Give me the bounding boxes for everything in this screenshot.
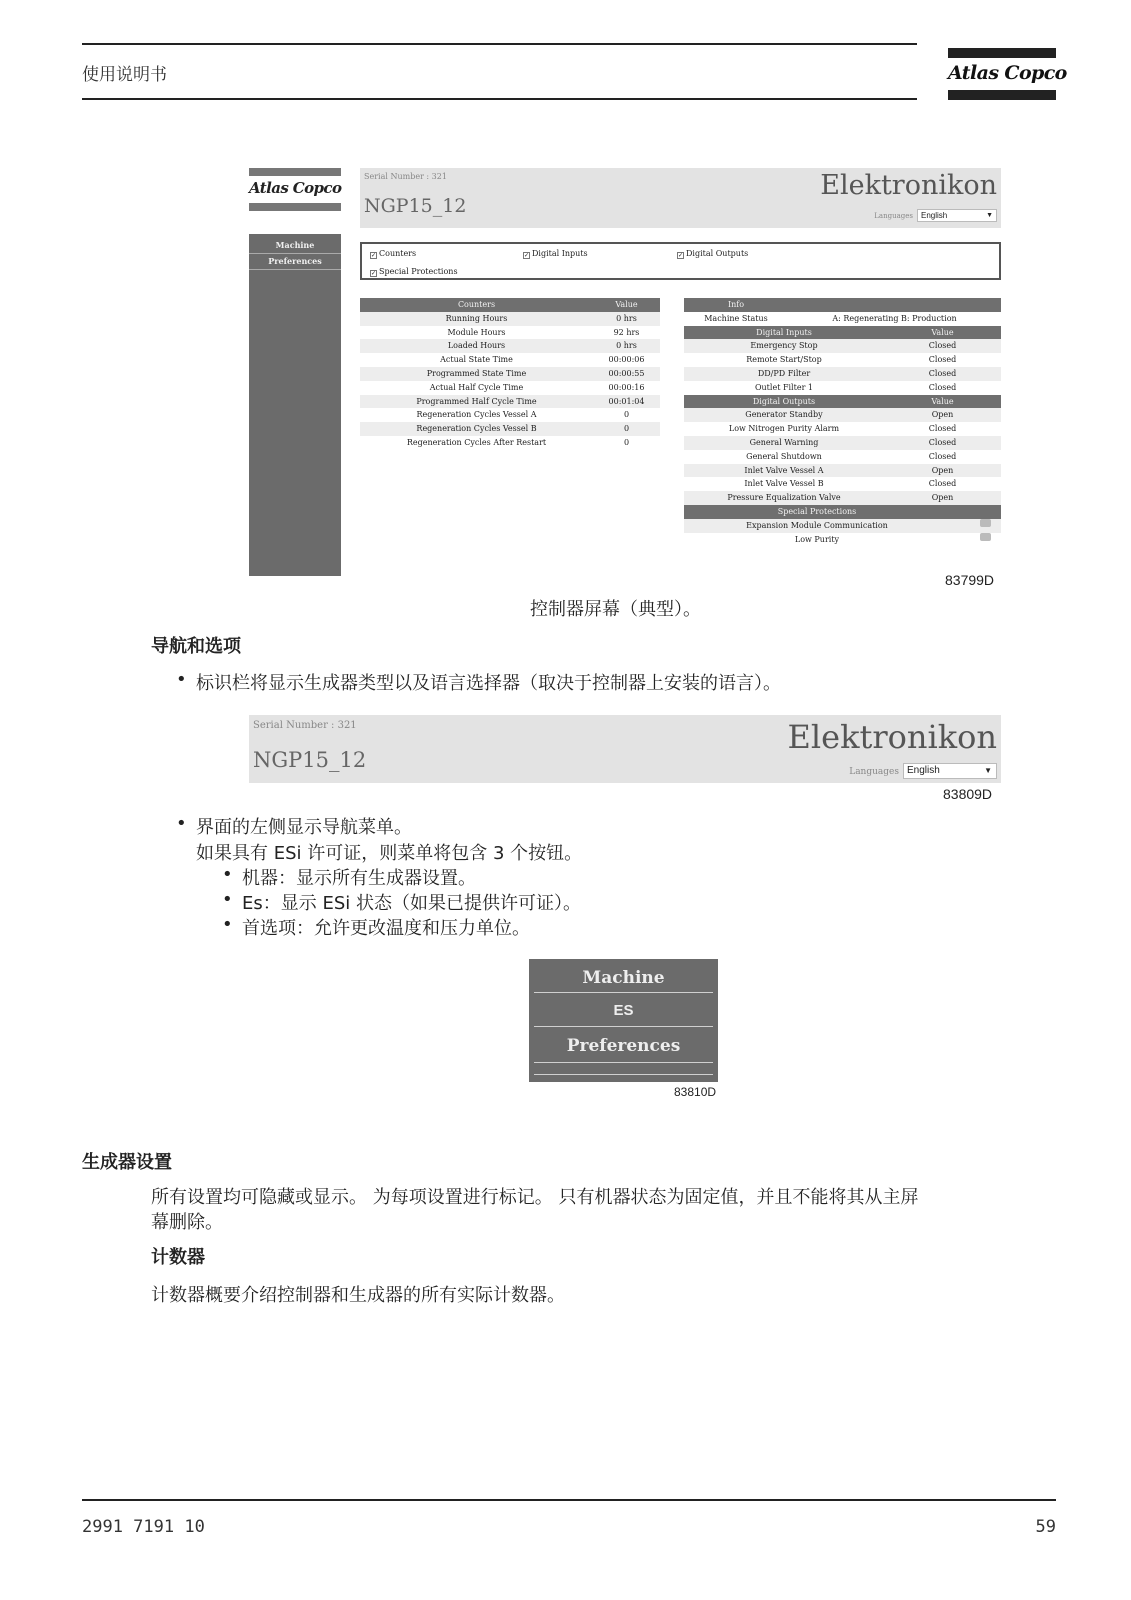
page-number: 59 xyxy=(1035,1517,1056,1537)
table-row: Regeneration Cycles After Restart 0 xyxy=(406,437,630,447)
menu-item-es[interactable]: ES xyxy=(534,995,713,1027)
nav-sub-bullet-es: • Es：显示 ESi 状态（如果已提供许可证）。 xyxy=(242,889,581,915)
table-row: Programmed Half Cycle Time 00:01:04 xyxy=(360,395,660,409)
table-row: Generator Standby Open xyxy=(684,408,1001,422)
table-row: General Shutdown Closed xyxy=(746,451,957,461)
brand-logo xyxy=(948,48,1067,100)
section-heading-navigation: 导航和选项 xyxy=(151,636,241,657)
serial-number: Serial Number : 321 xyxy=(364,172,447,181)
toggle-icon[interactable] xyxy=(980,519,991,527)
table-header: Info xyxy=(684,298,1001,312)
nav-sub-bullet-machine: • 机器：显示所有生成器设置。 xyxy=(242,864,476,890)
language-value: English xyxy=(921,211,948,220)
table-row: Regeneration Cycles Vessel A 0 xyxy=(416,410,630,420)
check-icon: ✓ xyxy=(524,252,530,259)
language-label: Languages xyxy=(849,767,899,777)
table-row: General Warning Closed xyxy=(684,436,1001,450)
table-row: Machine Status A: Regenerating B: Production xyxy=(704,313,957,323)
chevron-down-icon: ▼ xyxy=(984,766,992,775)
table-row: Outlet Filter 1 Closed xyxy=(754,382,957,392)
menu-item-preferences[interactable]: Preferences xyxy=(534,1030,713,1063)
counters-table xyxy=(360,298,660,450)
status-table xyxy=(684,298,1001,546)
header-top-rule xyxy=(82,43,917,45)
table-row: Expansion Module Communication xyxy=(684,519,1001,533)
table-row: Module Hours 92 hrs xyxy=(447,327,640,337)
table-row: Inlet Valve Vessel A Open xyxy=(684,464,1001,478)
language-select[interactable] xyxy=(917,209,997,222)
language-value: English xyxy=(907,765,940,776)
toggle-icon[interactable] xyxy=(980,533,991,541)
check-icon: ✓ xyxy=(678,252,684,259)
sidebar-item-preferences[interactable]: Preferences xyxy=(249,254,341,270)
language-select[interactable] xyxy=(903,763,997,779)
menu-divider xyxy=(534,1065,713,1075)
navigation-menu-figure xyxy=(529,959,718,1082)
table-header: Counters Value xyxy=(360,298,660,312)
table-header: Special Protections xyxy=(684,505,1001,519)
settings-paragraph-line-2: 幕删除。 xyxy=(151,1212,223,1233)
table-row: Low Nitrogen Purity Alarm Closed xyxy=(728,424,957,434)
checkbox-digital-outputs[interactable]: ✓ Digital Outputs xyxy=(678,249,749,259)
nav-bullet-1: • 标识栏将显示生成器类型以及语言选择器（取决于控制器上安装的语言）。 xyxy=(196,669,781,695)
settings-paragraph-line-1: 所有设置均可隐藏或显示。 为每项设置进行标记。 只有机器状态为固定值，并且不能将其从主屏 xyxy=(151,1187,919,1208)
menu-item-machine[interactable]: Machine xyxy=(534,963,713,993)
table-row: Low Purity xyxy=(684,533,1001,547)
model-name: NGP15_12 xyxy=(253,748,367,772)
serial-number: Serial Number : 321 xyxy=(253,720,357,731)
table-header: Digital Inputs Value xyxy=(684,326,1001,340)
section-heading-generator-settings: 生成器设置 xyxy=(82,1152,172,1173)
figure1-code: 83799D xyxy=(945,572,995,588)
table-row: Pressure Equalization Valve Open xyxy=(684,491,1001,505)
header-bottom-rule xyxy=(82,98,917,100)
sub-heading-counters: 计数器 xyxy=(151,1247,205,1268)
figure2-code: 83809D xyxy=(943,786,993,802)
table-row: Actual State Time 00:00:06 xyxy=(440,355,645,365)
table-row: Running Hours 0 hrs xyxy=(360,312,660,326)
controller-screen-figure xyxy=(249,168,1001,578)
checkbox-counters[interactable]: ✓ Counters xyxy=(371,249,417,259)
table-header: Digital Outputs Value xyxy=(684,395,1001,409)
language-label: Languages xyxy=(874,212,913,220)
product-name: Elektronikon xyxy=(787,718,997,756)
footer-rule xyxy=(82,1499,1056,1501)
figure1-caption: 控制器屏幕（典型）。 xyxy=(530,599,701,620)
identification-bar-figure xyxy=(249,715,1001,783)
checkbox-special-protections[interactable]: ✓ Special Protections xyxy=(371,267,458,277)
table-row: DD/PD Filter Closed xyxy=(684,367,1001,381)
sidebar-menu xyxy=(249,238,341,270)
brand-logo-text: Atlas Copco xyxy=(948,62,1067,84)
section-toggles xyxy=(360,242,1001,280)
document-number: 2991 7191 10 xyxy=(82,1517,205,1537)
chevron-down-icon: ▼ xyxy=(986,212,993,219)
table-row: Actual Half Cycle Time 00:00:16 xyxy=(429,382,645,392)
nav-bullet-2: • 界面的左侧显示导航菜单。 xyxy=(196,813,412,839)
nav-sub-bullet-preferences: • 首选项：允许更改温度和压力单位。 xyxy=(242,914,530,940)
table-row: Loaded Hours 0 hrs xyxy=(360,339,660,353)
figure3-code: 83810D xyxy=(674,1085,717,1099)
sidebar-logo-text: Atlas Copco xyxy=(249,179,342,197)
table-row: Inlet Valve Vessel B Closed xyxy=(744,479,957,489)
model-name: NGP15_12 xyxy=(364,195,467,217)
document-title: 使用说明书 xyxy=(82,65,167,85)
sidebar-item-machine[interactable]: Machine xyxy=(249,238,341,254)
table-row: Programmed State Time 00:00:55 xyxy=(360,367,660,381)
table-row: Remote Start/Stop Closed xyxy=(746,355,957,365)
navigation-sidebar xyxy=(249,168,341,576)
counters-paragraph: 计数器概要介绍控制器和生成器的所有实际计数器。 xyxy=(151,1285,565,1306)
checkbox-digital-inputs[interactable]: ✓ Digital Inputs xyxy=(524,249,588,259)
nav-bullet-2-line-2: 如果具有 ESi 许可证，则菜单将包含 3 个按钮。 xyxy=(196,843,583,864)
table-row: Regeneration Cycles Vessel B 0 xyxy=(360,422,660,436)
check-icon: ✓ xyxy=(371,252,377,259)
table-row: Emergency Stop Closed xyxy=(684,339,1001,353)
product-name: Elektronikon xyxy=(820,170,997,201)
sidebar-logo xyxy=(249,168,341,234)
identification-bar xyxy=(360,168,1001,228)
check-icon: ✓ xyxy=(371,270,377,277)
